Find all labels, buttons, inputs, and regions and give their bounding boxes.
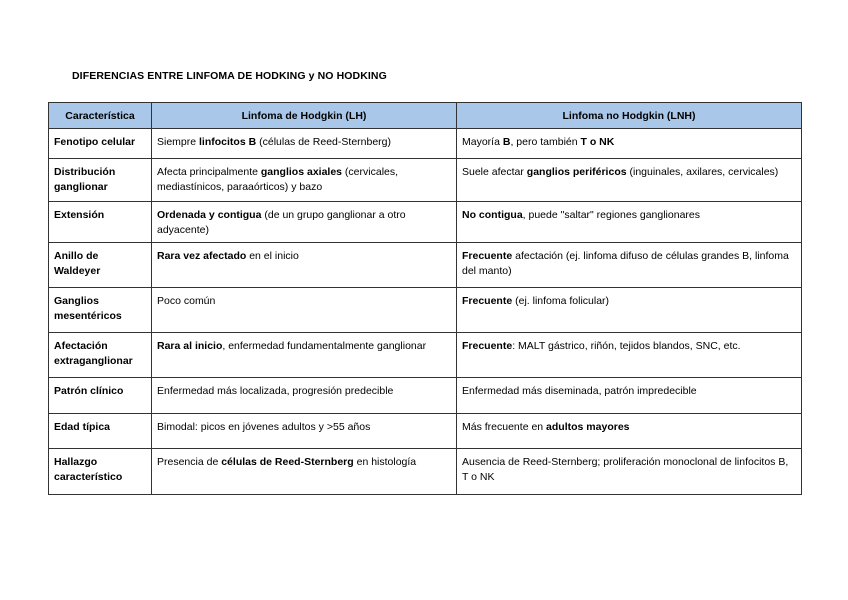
lnh-cell: Suele afectar ganglios periféricos (inguinales, axilares, cervicales) (457, 159, 802, 202)
table-row (49, 129, 802, 159)
lnh-cell: Frecuente afectación (ej. linfoma difuso de células grandes B, linfoma del manto) (457, 243, 802, 288)
lnh-cell: Mayoría B, pero también T o NK (457, 129, 802, 159)
lh-cell: Afecta principalmente ganglios axiales (cervicales, mediastínicos, paraaórticos) y bazo (152, 159, 457, 202)
lh-cell: Rara vez afectado en el inicio (152, 243, 457, 288)
lh-cell: Poco común (152, 288, 457, 333)
table-row (49, 159, 802, 202)
document-title: DIFERENCIAS ENTRE LINFOMA DE HODKING y NO HODKING (72, 70, 387, 82)
lh-cell: Ordenada y contigua (de un grupo ganglionar a otro adyacente) (152, 202, 457, 243)
lh-cell: Bimodal: picos en jóvenes adultos y >55 años (152, 414, 457, 449)
row-feature: Edad típica (49, 414, 152, 449)
column-header-feature: Característica (49, 103, 152, 129)
table-row (49, 449, 802, 495)
table-row (49, 243, 802, 288)
table-row (49, 378, 802, 414)
row-feature: Fenotipo celular (49, 129, 152, 159)
table-row (49, 333, 802, 378)
lh-cell: Enfermedad más localizada, progresión predecible (152, 378, 457, 414)
lh-cell: Rara al inicio, enfermedad fundamentalmente ganglionar (152, 333, 457, 378)
lnh-cell: No contigua, puede "saltar" regiones ganglionares (457, 202, 802, 243)
lh-cell: Siempre linfocitos B (células de Reed-Sternberg) (152, 129, 457, 159)
row-feature: Extensión (49, 202, 152, 243)
row-feature: Patrón clínico (49, 378, 152, 414)
table-row (49, 288, 802, 333)
table-row (49, 414, 802, 449)
row-feature: Ganglios mesentéricos (49, 288, 152, 333)
lnh-cell: Frecuente (ej. linfoma folicular) (457, 288, 802, 333)
lnh-cell: Enfermedad más diseminada, patrón impredecible (457, 378, 802, 414)
row-feature: Afectación extraganglionar (49, 333, 152, 378)
column-header-lnh: Linfoma no Hodgkin (LNH) (457, 103, 802, 129)
lh-cell: Presencia de células de Reed-Sternberg en histología (152, 449, 457, 495)
table-row (49, 202, 802, 243)
lnh-cell: Frecuente: MALT gástrico, riñón, tejidos blandos, SNC, etc. (457, 333, 802, 378)
row-feature: Hallazgo característico (49, 449, 152, 495)
row-feature: Anillo de Waldeyer (49, 243, 152, 288)
lnh-cell: Más frecuente en adultos mayores (457, 414, 802, 449)
row-feature: Distribución ganglionar (49, 159, 152, 202)
comparison-table (48, 102, 802, 495)
lnh-cell: Ausencia de Reed-Sternberg; proliferación monoclonal de linfocitos B, T o NK (457, 449, 802, 495)
column-header-lh: Linfoma de Hodgkin (LH) (152, 103, 457, 129)
table-header-row (49, 103, 802, 129)
